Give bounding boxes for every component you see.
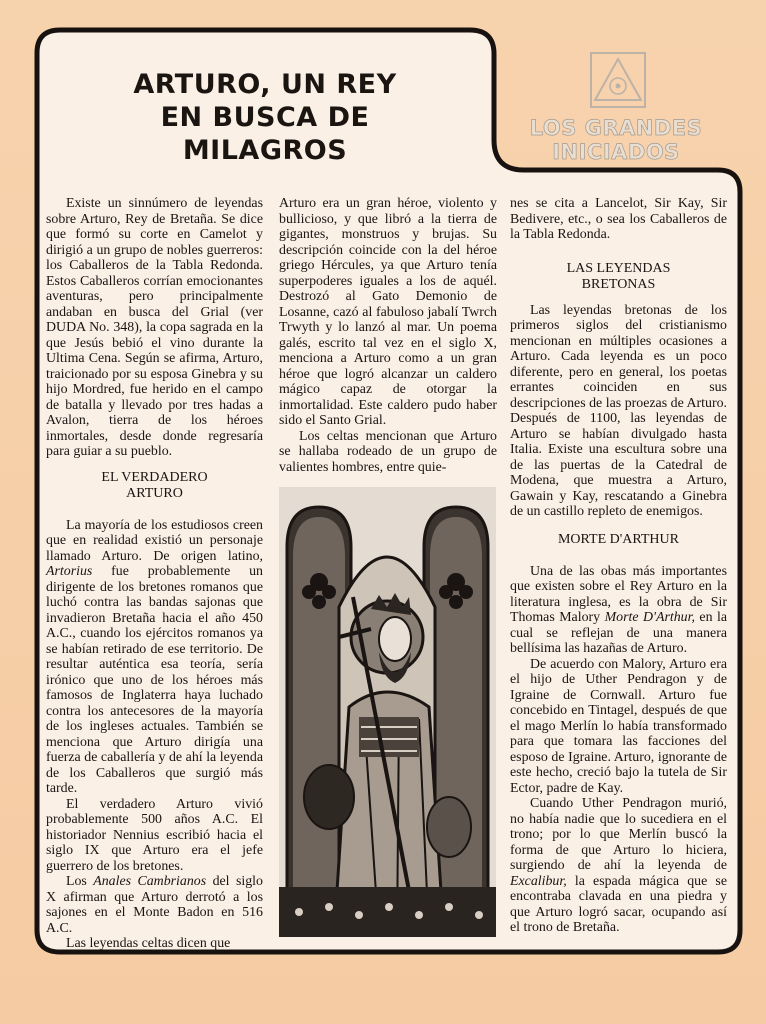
subheading [510, 261, 727, 293]
text-run: Los [66, 874, 87, 889]
title-line: EN BUSCA DE [160, 102, 370, 133]
column-3 [510, 196, 727, 936]
italic-term: Anales Cambrianos [93, 874, 207, 889]
section-brand [512, 116, 720, 164]
text-run: La mayoría de los estudiosos creen que en realidad existió un personaje llamado Arturo. De origen latino, [46, 517, 263, 564]
paragraph [510, 796, 727, 936]
king-arthur-window-image [279, 487, 496, 937]
paragraph: Existe un sinnúmero de leyendas sobre Arturo, Rey de Bretaña. Se dice que formó su corte en Camelot y dirigió a un grupo de nobles guerreros: los Caballeros de la Tabla Redonda. Estos Caballeros corrían emocionantes aventuras, pero principalmente andaban en busca del Grial (ver DUDA No. 348), la copa sagrada en la que Jesús bebió el vino durante la Ultima Cena. Según se afirma, Arturo, traicionado por su esposa Ginebra y su hijo Mordred, fue herido en el campo de batalla y llevado por tres hadas a Avalon, tierra de los héroes inmortales, desde donde regresaría para guiar a su pueblo. [46, 196, 263, 459]
text-run: Cuando Uther Pendragon murió, no había nadie que lo sucediera en el trono; por lo que Merlín buscó la forma de que Arturo lo hiciera, surgiendo de ahí la leyenda de [510, 796, 727, 873]
subheading: MORTE D'ARTHUR [557, 531, 679, 547]
italic-term: Excalibur, [510, 873, 567, 889]
brand-line: INICIADOS [552, 140, 680, 164]
paragraph: Arturo era un gran héroe, violento y bullicioso, y que libró a la tierra de gigantes, monstruos y brujas. Su descripción coincide con la del héroe griego Hércules, ya que Arturo tenía superpoderes iguales a los de aquél. Destrozó al Gato Demonio de Losanne, cazó al fabuloso jabalí Twrch Trwyth y lo lanzó al mar. Un poema galés, escrito tal vez en el siglo X, menciona a Arturo como a un gran héroe que logró alcanzar un caldero mágico capaz de otorgar la inmortalidad. Este caldero pudo haber sido el Santo Grial. [279, 196, 497, 428]
text-run: fue probablemente un dirigente de los bretones romanos que luchó contra las bandas sajonas que invadieron Bretaña hacia el año 450 A.C., cuando los ejércitos romanos ya se habían retirado de ese territorio. De resultar auténtica esa teoría, sería irónico que uno de los héroes más famosos de Inglaterra haya luchado contra los antecesores de la mayoría de los ingleses actuales. También se menciona que Arturo dirigía una fuerza de caballería y de ahí la leyenda de los Caballeros que surgió más tarde. [46, 564, 263, 796]
italic-term: Morte D'Arthur, [604, 610, 695, 625]
paragraph [46, 518, 263, 797]
title-line: MILAGROS [182, 135, 348, 166]
text-run: del siglo X afirman que Arturo derrotó a los sajones en el Monte Badon en 516 A.C. [46, 874, 263, 936]
subheading-line: BRETONAS [581, 276, 656, 292]
paragraph: El verdadero Arturo vivió probablemente 500 años A.C. El historiador Nennius escribió hacia el siglo IX que Arturo era el jefe guerrero de los bretones. [46, 796, 263, 874]
article-title [100, 68, 430, 167]
subheading-line: LAS LEYENDAS [566, 260, 671, 276]
paragraph [46, 874, 263, 936]
subheading [46, 470, 263, 502]
stained-glass-illustration [279, 487, 496, 937]
text-run: en la cual se reflejan de una manera bellísima las hazañas de Arturo. [510, 610, 727, 656]
paragraph: nes se cita a Lancelot, Sir Kay, Sir Bedivere, etc., o sea los Caballeros de la Tabla Redonda. [510, 196, 727, 242]
paragraph: Las leyendas bretonas de los primeros siglos del cristianismo mencionan en múltiples ocasiones a Arturo. Cada leyenda es un poco diferente, pero en general, los poetas errantes coinciden en sus descripciones de las proezas de Arturo. Después de 1100, las leyendas de Arturo se habían divulgado hasta Italia. Existe una escultura sobre una de las puertas de la Catedral de Modena, que muestra a Arturo, Gawain y Kay, rescatando a Ginebra de un castillo repleto de enemigos. [510, 302, 727, 519]
italic-term: Artorius [46, 564, 93, 579]
column-1 [46, 196, 263, 952]
brand-line: LOS GRANDES [529, 116, 703, 140]
title-line: ARTURO, UN REY [133, 69, 397, 100]
text-run: la espada mágica que se encontraba clavada en una piedra y que Arturo logró sacar, ocupando así el trono de Bretaña. [510, 873, 727, 935]
paragraph: Los celtas mencionan que Arturo se hallaba rodeado de un grupo de valientes hombres, entre quie- [279, 428, 497, 475]
paragraph: Las leyendas celtas dicen que [66, 936, 231, 951]
column-2 [279, 196, 497, 475]
paragraph [510, 564, 727, 657]
section-logo-icon [588, 50, 648, 110]
paragraph: De acuerdo con Malory, Arturo era el hijo de Uther Pendragon y de Igraine de Cornwall. Arturo fue concebido en Tintagel, después de que el mago Merlín lo había transformado para que tomara las facciones del esposo de Igraine. Arturo, ignorante de este hecho, creció bajo la tutela de Sir Ector, padre de Kay. [510, 656, 727, 796]
subheading-line: ARTURO [126, 485, 183, 501]
text-run: Una de las obas más importantes que existen sobre el Rey Arturo en la literatura inglesa, es la obra de Sir Thomas Malory [510, 563, 727, 625]
subheading-line: EL VERDADERO [101, 469, 208, 485]
